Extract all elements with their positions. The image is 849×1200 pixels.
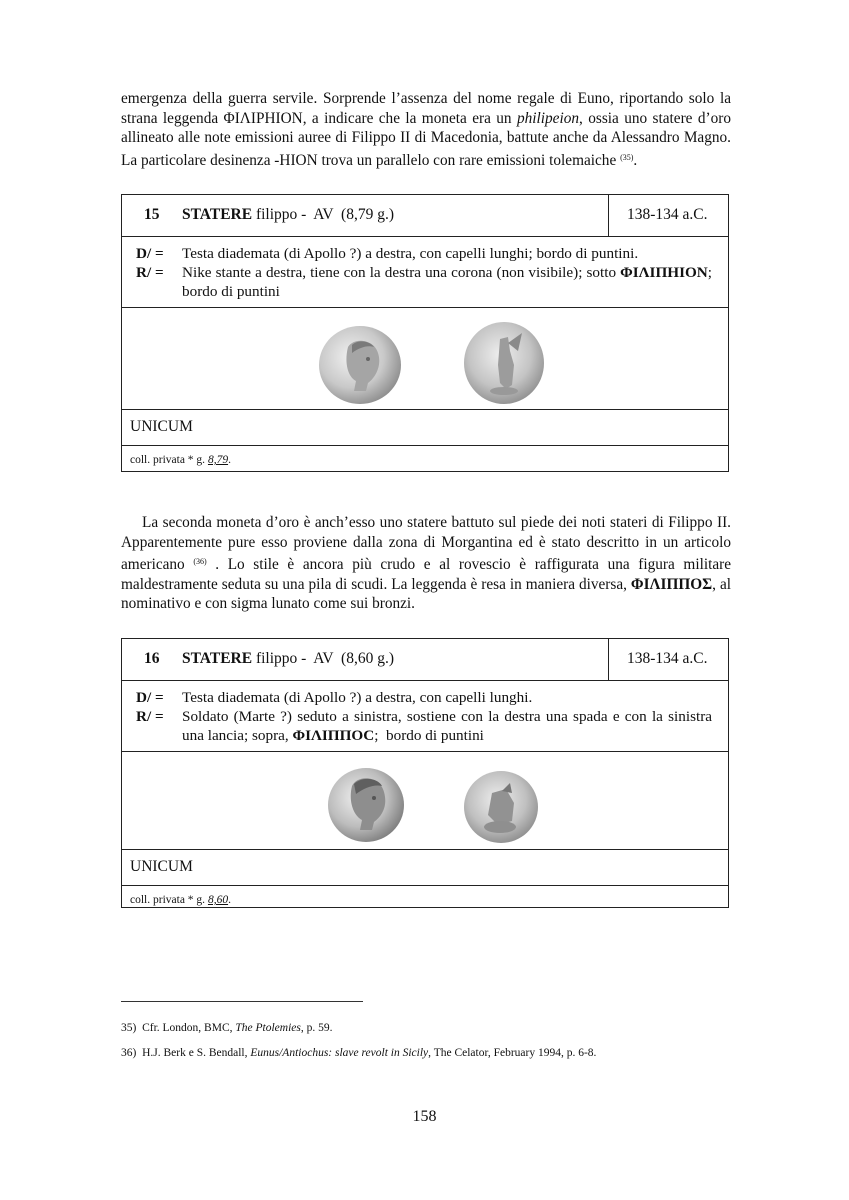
- coin-detail: filippo - AV (8,60 g.): [255, 650, 395, 667]
- footnote-35: [121, 1022, 332, 1034]
- collection-weight: 8,79: [207, 454, 229, 466]
- obverse-label: D/ =: [136, 245, 164, 262]
- reverse-label: R/ =: [136, 708, 164, 725]
- coin-collection: [122, 446, 728, 479]
- page-number: 158: [412, 1108, 437, 1125]
- coin-name: STATERE: [182, 206, 253, 223]
- coin-images: [122, 752, 728, 850]
- reverse-coin-photo: [462, 321, 546, 405]
- para2-text: La seconda moneta d’oro è anch’esso uno statere battuto sul piede dei noti stateri di Filippo II. Apparentemente pure esso proviene dalla zona di Morgantina ed è stato descritto in un articolo americano: [121, 514, 731, 573]
- obverse-line: [136, 688, 712, 707]
- coin-detail: filippo - AV (8,79 g.): [255, 206, 395, 223]
- footnote-35-text: 35) Cfr. London, BMC,: [121, 1022, 236, 1034]
- coin-images: [122, 308, 728, 410]
- reverse-legend: ΦΙΛΙΠΠΟC: [292, 727, 375, 744]
- coin-status: UNICUM: [122, 410, 728, 446]
- coin-title: [122, 195, 608, 236]
- reverse-legend: ΦΙΛΙΠΗΙΟΝ: [620, 264, 708, 281]
- collection-end: .: [228, 454, 231, 466]
- coin-card-15: [121, 194, 729, 472]
- coin-title: [122, 639, 608, 680]
- footnote-36-title: Eunus/Antiochus: slave revolt in Sicily: [250, 1047, 429, 1059]
- coin-card-16: [121, 638, 729, 908]
- second-paragraph: [121, 513, 731, 614]
- intro-text: emergenza della guerra servile. Sorprende l’assenza del nome regale di Euno, riportando solo la strana leggenda ΦΙΛΙΡΗΙΟΝ, a indicare che la moneta era un: [121, 90, 731, 127]
- collection-end: .: [228, 894, 231, 906]
- reverse-text-block: [182, 707, 712, 745]
- coin-name: STATERE: [182, 650, 253, 667]
- coin-description: [122, 237, 728, 308]
- collection-weight: 8,60: [207, 894, 229, 906]
- para2-legend: ΦΙΛΙΠΠΟΣ: [630, 575, 713, 593]
- coin-date: 138-134 a.C.: [608, 639, 728, 680]
- reverse-line: [136, 707, 712, 745]
- reverse-text-block: [182, 263, 720, 301]
- obverse-text: Testa diademata (di Apollo ?) a destra, con capelli lunghi; bordo di puntini.: [182, 245, 639, 262]
- coin-header: [122, 195, 728, 237]
- obverse-coin-photo: [326, 766, 406, 844]
- collection-text: coll. privata * g.: [130, 454, 208, 466]
- reverse-text-end: ; bordo di puntini: [182, 264, 720, 300]
- footnote-36: [121, 1047, 596, 1059]
- reverse-coin-photo: [462, 769, 540, 845]
- footnote-35-end: , p. 59.: [300, 1022, 333, 1034]
- footnote-36-end: , The Celator, February 1994, p. 6-8.: [428, 1047, 597, 1059]
- intro-text-2: , ossia uno statere d’oro allineato alle note emissioni auree di Filippo II di Macedonia, battute anche da Alessandro Magno. La particolare desinenza -HION trova un parallelo con rare emissioni tolemaiche: [121, 109, 731, 169]
- obverse-coin-photo: [318, 325, 402, 405]
- intro-text-end: .: [633, 151, 638, 169]
- coin-description: [122, 681, 728, 752]
- obverse-line: [136, 244, 712, 263]
- reverse-text: Nike stante a destra, tiene con la destra una corona (non visibile); sotto: [182, 264, 621, 281]
- collection-text: coll. privata * g.: [130, 894, 208, 906]
- obverse-text: Testa diademata (di Apollo ?) a destra, con capelli lunghi.: [182, 689, 533, 706]
- obverse-label: D/ =: [136, 689, 164, 706]
- footnote-36-text: 36) H.J. Berk e S. Bendall,: [121, 1047, 251, 1059]
- footnote-ref-35[interactable]: (35): [620, 152, 634, 162]
- coin-number: 16: [144, 650, 160, 667]
- reverse-text: Soldato (Marte ?) seduto a sinistra, sostiene con la destra una spada e con la sinistra una lancia; sopra,: [182, 708, 712, 744]
- para2-text-end: , al nominativo e con sigma lunato come sui bronzi.: [121, 575, 731, 612]
- footnote-divider: [121, 1001, 363, 1002]
- coin-number: 15: [144, 206, 160, 223]
- coin-date: 138-134 a.C.: [608, 195, 728, 236]
- coin-collection: [122, 886, 728, 914]
- reverse-label: R/ =: [136, 264, 164, 281]
- coin-status: UNICUM: [122, 850, 728, 886]
- footnote-ref-36[interactable]: (36): [193, 557, 207, 566]
- reverse-text-end: ; bordo di puntini: [374, 727, 484, 744]
- reverse-line: [136, 263, 720, 301]
- intro-paragraph: [121, 89, 731, 170]
- footnote-35-title: The Ptolemies: [235, 1022, 301, 1034]
- intro-italic-term: philipeion: [516, 109, 580, 127]
- para2-text-2: . Lo stile è ancora più crudo e al rovescio è raffigurata una figura militare maldestramente seduta su una pila di scudi. La leggenda è resa in maniera diversa,: [121, 556, 731, 593]
- coin-header: [122, 639, 728, 681]
